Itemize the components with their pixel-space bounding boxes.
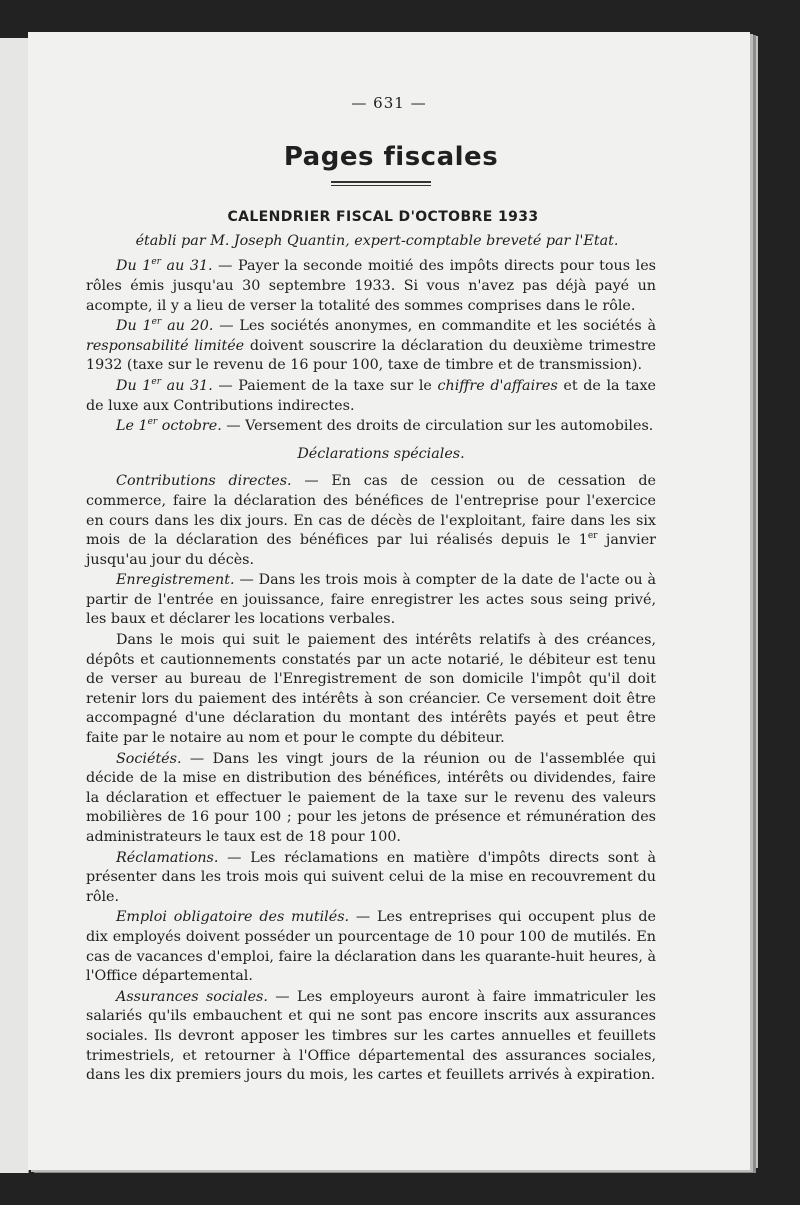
entry-date: Du 1er au 31. <box>116 257 213 275</box>
entry-date: Le 1er octobre. <box>116 417 222 435</box>
declaration-paragraph: Contributions directes. — En cas de cession ou de cessation de commerce, faire la déclaration des bénéfices de l'entreprise pour l'exercice en cours dans les dix jours. En cas de décès de l'exploitant, faire dans les six mois de la déclaration des bénéfices par lui réalisés depuis le 1er janvier jusqu'au jour du décès. <box>86 473 657 568</box>
title-rule <box>331 181 431 186</box>
calendar-entry: Le 1er octobre. — Versement des droits de circulation sur les automobiles. <box>116 417 654 435</box>
section-title: Déclarations spéciales. <box>297 445 465 462</box>
declaration-paragraph: Réclamations. — Les réclamations en matière d'impôts directs sont à présenter dans les trois mois qui suivent celui de la mise en recouvrement du rôle. <box>86 849 656 905</box>
page-number: — 631 — <box>351 94 427 112</box>
declaration-paragraph: Sociétés. — Dans les vingt jours de la réunion ou de l'assemblée qui décide de la mise en distribution des bénéfices, intérêts ou dividendes, faire la déclaration et effectuer le paiement de la taxe sur le revenu des valeurs mobilières de 16 pour 100 ; pour les jetons de présence et rémunération des administrateurs le taux est de 18 pour 100. <box>86 750 656 845</box>
calendar-title: CALENDRIER FISCAL D'OCTOBRE 1933 <box>227 209 539 226</box>
entry-date: Du 1er au 20. <box>116 317 214 335</box>
calendar-entry: Du 1er au 20. — Les sociétés anonymes, en commandite et les sociétés à responsabilité limitée doivent souscrire la déclaration du deuxième trimestre 1932 (taxe sur le revenu de 16 pour 100, taxe de timbre et de transmission). <box>86 317 657 374</box>
declaration-paragraph: Dans le mois qui suit le paiement des intérêts relatifs à des créances, dépôts et cautionnements constatés par un acte notarié, le débiteur est tenu de verser au bureau de l'Enregistrement de son domicile l'impôt qu'il doit retenir lors du paiement des intérêts à son créancier. Ce versement doit être accompagné d'une déclaration du montant des intérêts payés et peut être faite par le notaire au nom et pour le compte du débiteur. <box>86 632 656 747</box>
page-content <box>86 94 656 1086</box>
declaration-paragraph: Assurances sociales. — Les employeurs auront à faire immatriculer les salariés qu'ils embauchent et qui ne sont pas encore inscrits aux assurances sociales. Ils devront apposer les timbres sur les cartes annuelles et feuillets trimestriels, et retourner à l'Office départemental des assurances sociales, dans les dix premiers jours du mois, les cartes et feuillets arrivés à expiration. <box>86 988 656 1084</box>
facing-page-edge <box>0 38 29 1173</box>
entry-date: Du 1er au 31. <box>116 377 213 394</box>
declaration-paragraph: Enregistrement. — Dans les trois mois à compter de la date de l'acte ou à partir de l'entrée en jouissance, faire enregistrer les actes sous seing privé, les baux et déclarer les locations verbales. <box>86 572 656 628</box>
calendar-subtitle: établi par M. Joseph Quantin, expert-comptable breveté par l'Etat. <box>135 232 619 249</box>
page-title: Pages fiscales <box>283 141 499 172</box>
calendar-entry: Du 1er au 31. — Payer la seconde moitié des impôts directs pour tous les rôles émis jusqu'au 30 septembre 1933. Si vous n'avez pas déjà payé un acompte, il y a lieu de verser la totalité des sommes comprises dans le rôle. <box>86 257 657 314</box>
declaration-paragraph: Emploi obligatoire des mutilés. — Les entreprises qui occupent plus de dix employés doivent posséder un pourcentage de 10 pour 100 de mutilés. En cas de vacances d'emploi, faire la déclaration dans les quarante-huit heures, à l'Office départemental. <box>86 909 656 985</box>
calendar-entry: Du 1er au 31. — Paiement de la taxe sur le chiffre d'affaires et de la taxe de luxe aux Contributions indirectes. <box>86 377 657 414</box>
